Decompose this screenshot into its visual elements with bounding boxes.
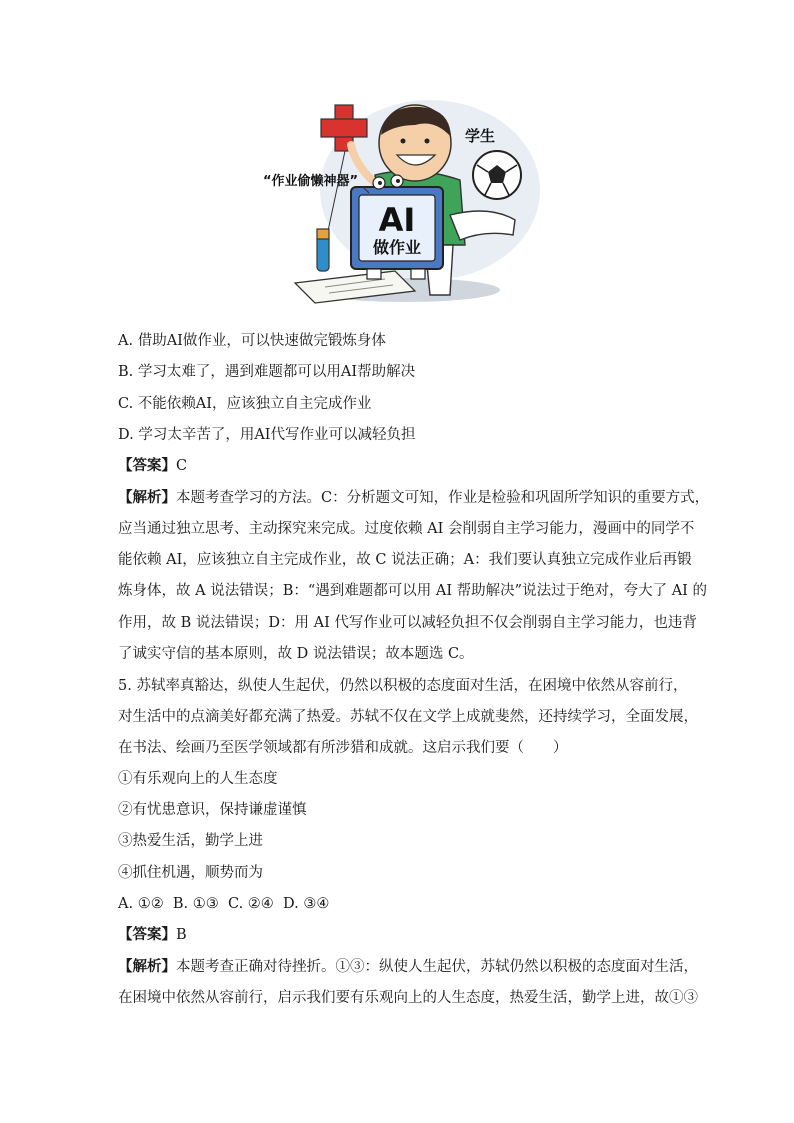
q5-stem-line: 对生活中的点滴美好都充满了热爱。苏轼不仅在文学上成就斐然，还持续学习，全面发展， (118, 709, 698, 725)
q5-item-4: ④抓住机遇，顺势而为 (118, 865, 263, 881)
q4-analysis-line: 【解析】本题考查学习的方法。C：分析题文可知，作业是检验和巩固所学知识的重要方式， (118, 489, 710, 506)
pen-icon (317, 229, 329, 271)
answer-value: C (176, 458, 188, 474)
answer-tag: 【答案】 (118, 926, 176, 943)
answer-tag: 【答案】 (118, 457, 176, 474)
q4-option-d: D. 学习太辛苦了，用AI代写作业可以减轻负担 (118, 427, 416, 443)
q5-stem-line: 在书法、绘画乃至医学领域都有所涉猎和成就。这启示我们要（ ） (118, 740, 568, 756)
device-label-bottom: 做作业 (372, 238, 422, 257)
analysis-tag: 【解析】 (118, 958, 176, 975)
q4-analysis-line: 炼身体，故 A 说法错误；B：“遇到难题都可以用 AI 帮助解决”说法过于绝对，夸大了 AI 的 (118, 583, 708, 599)
q5-analysis-line: 【解析】本题考查正确对待挫折。①③：纵使人生起伏，苏轼仍然以积极的态度面对生活， (118, 958, 698, 975)
analysis-tag: 【解析】 (118, 489, 176, 506)
answer-value: B (176, 927, 187, 943)
ai-device (351, 175, 443, 279)
q4-analysis-line: 应当通过独立思考、主动探究来完成。过度依赖 AI 会削弱自主学习能力，漫画中的同学不 (118, 521, 695, 537)
q5-answer (118, 925, 688, 945)
cartoon-illustration (255, 95, 540, 307)
q5-item-3: ③热爱生活，勤学上进 (118, 833, 263, 849)
q4-analysis-line: 能依赖 AI，应该独立自主完成作业，故 C 说法正确；A：我们要认真独立完成作业后再锻 (118, 552, 692, 568)
q5-choices: A. ①② B. ①③ C. ②④ D. ③④ (118, 896, 330, 912)
caption-cheat-tool: “作业偷懒神器” (263, 174, 359, 189)
q4-analysis-line: 作用，故 B 说法错误；D：用 AI 代写作业可以减轻负担不仅会削弱自主学习能力，也违背 (118, 615, 697, 631)
q5-stem-line: 5. 苏轼率真豁达，纵使人生起伏，仍然以积极的态度面对生活，在困境中依然从容前行， (118, 678, 688, 694)
q4-option-a: A. 借助AI做作业，可以快速做完锻炼身体 (118, 333, 386, 349)
q4-option-c: C. 不能依赖AI，应该独立自主完成作业 (118, 396, 372, 412)
q5-analysis-line: 在困境中依然从容前行，启示我们要有乐观向上的人生态度，热爱生活，勤学上进，故①③ (118, 990, 698, 1006)
q4-option-b: B. 学习太难了，遇到难题都可以用AI帮助解决 (118, 364, 416, 380)
q4-answer (118, 456, 688, 476)
q5-item-2: ②有忧患意识，保持谦虚谨慎 (118, 802, 307, 818)
soccer-ball-icon (473, 151, 521, 199)
q5-item-1: ①有乐观向上的人生态度 (118, 771, 278, 787)
caption-student: 学生 (465, 127, 496, 145)
q4-analysis-line: 了诚实守信的基本原则，故 D 说法错误；故本题选 C。 (118, 646, 474, 662)
device-label-top: AI (378, 201, 416, 239)
